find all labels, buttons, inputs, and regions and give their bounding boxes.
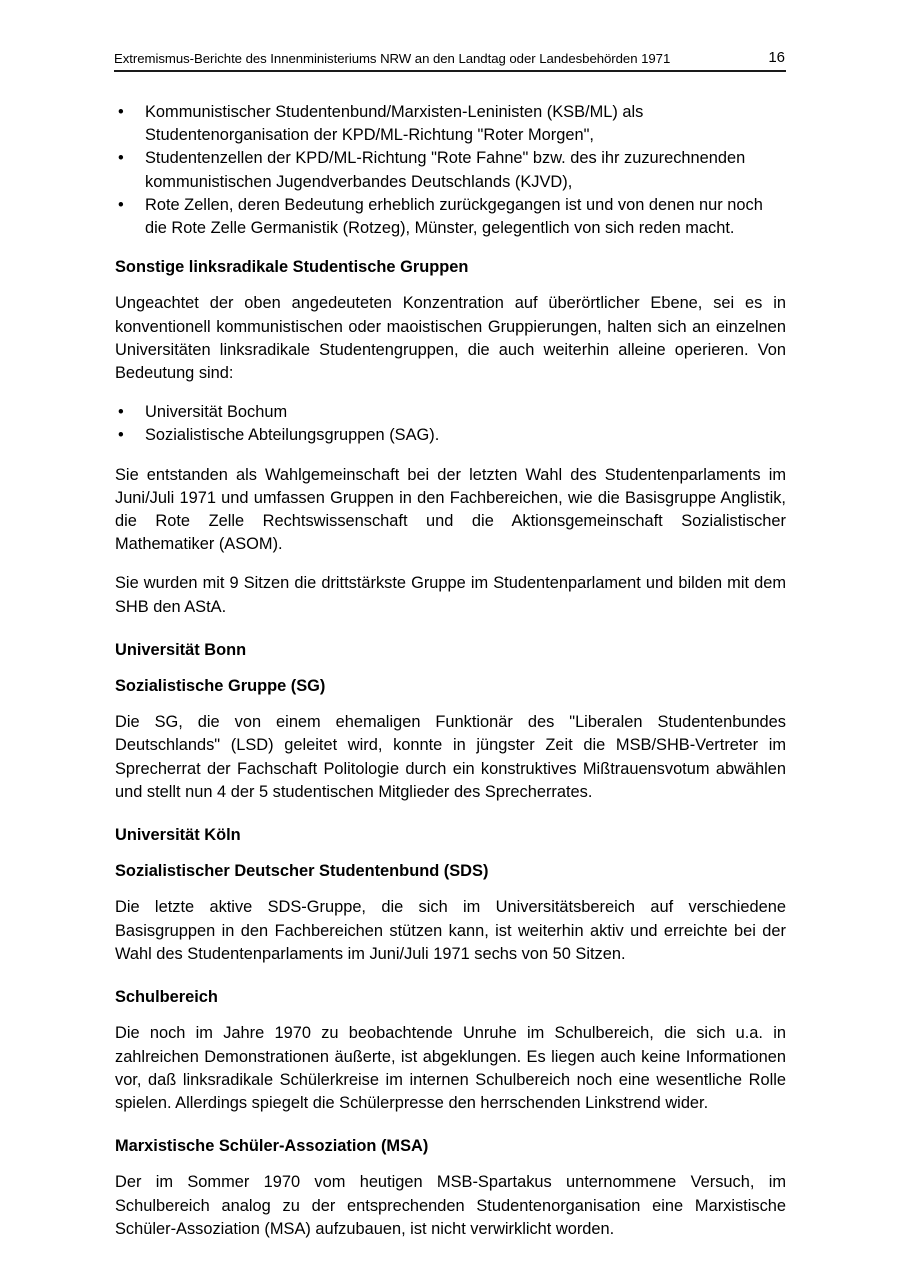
running-header [114,49,786,72]
list-item [118,401,786,424]
list-item [118,147,786,193]
paragraph-ungeachtet: Ungeachtet der oben angedeuteten Konzentration auf überörtlicher Ebene, sei es in konventionell kommunistischen oder maoistischen Gruppierungen, halten sich an einzelnen Universitäten linksradikale Studentengruppen, die auch weiterhin alleine operieren. Von Bedeutung sind: [115,294,786,383]
document-body [115,101,786,1257]
list-item-text: Kommunistischer Studentenbund/Marxisten-Leninisten (KSB/ML) als Studentenorganisation der KPD/ML-Richtung "Roter Morgen", [145,103,644,145]
bullet-icon: • [118,103,124,121]
bullet-list-universitaeten [115,401,786,447]
paragraph-sie-entstanden: Sie entstanden als Wahlgemeinschaft bei der letzten Wahl des Studentenparlaments im Juni/Juli 1971 und umfassen Gruppen in den Fachbereichen, wie die Basisgruppe Anglistik, die Rote Zelle Rechtswissenschaft und die Aktionsgemeinschaft Sozialistischer Mathematiker (ASOM). [115,465,786,554]
paragraph-schulbereich: Die noch im Jahre 1970 zu beobachtende Unruhe im Schulbereich, die sich u.a. in zahlreichen Demonstrationen äußerte, ist abgeklungen. Es liegen auch keine Informationen vor, daß linksradikale Schülerkreise im internen Schulbereich noch eine wesentliche Rolle spielen. Allerdings spiegelt die Schülerpresse den herrschenden Linkstrend wider. [115,1024,786,1112]
list-item-text: Rote Zellen, deren Bedeutung erheblich zurückgegangen ist und von denen nur noch die Rote Zelle Germanistik (Rotzeg), Münster, gelegentlich von sich reden macht. [145,195,763,238]
list-item-text: Studentenzellen der KPD/ML-Richtung "Rote Fahne" bzw. des ihr zuzurechnenden kommunistischen Jugendverbandes Deutschlands (KJVD), [145,149,746,191]
paragraph-msa: Der im Sommer 1970 vom heutigen MSB-Spartakus unternommene Versuch, im Schulbereich analog zu der entsprechenden Studentenorganisation eine Marxistische Schüler-Assoziation (MSA) aufzubauen, ist nicht verwirklicht worden. [115,1173,786,1238]
list-item [118,194,786,240]
page-number: 16 [768,49,785,66]
list-item [118,424,786,447]
paragraph-sie-wurden: Sie wurden mit 9 Sitzen die drittstärkste Gruppe im Studentenparlament und bilden mit dem SHB den AStA. [115,574,786,616]
section-heading-sds: Sozialistischer Deutscher Studentenbund (SDS) [115,862,489,881]
list-item-text: Sozialistische Abteilungsgruppen (SAG). [145,426,440,445]
list-item [118,101,786,147]
section-heading-sonstige-gruppen: Sonstige linksradikale Studentische Gruppen [115,258,469,277]
section-heading-sozialistische-gruppe: Sozialistische Gruppe (SG) [115,677,326,696]
section-heading-schulbereich: Schulbereich [115,988,218,1007]
paragraph-sozialistische-gruppe: Die SG, die von einem ehemaligen Funktionär des "Liberalen Studentenbundes Deutschlands" (LSD) geleitet wird, konnte in jüngster Zeit die MSB/SHB-Vertreter im Sprecherrat der Fachschaft Politologie durch ein konstruktives Mißtrauensvotum abwählen und stellt nun 4 der 5 studentischen Mitglieder des Sprecherrates. [115,713,786,801]
paragraph-sds: Die letzte aktive SDS-Gruppe, die sich im Universitätsbereich auf verschiedene Basisgruppen in den Fachbereichen stützen kann, ist weiterhin aktiv und erreichte bei der Wahl des Studentenparlaments im Juni/Juli 1971 sechs von 50 Sitzen. [115,898,786,963]
bullet-icon: • [118,426,124,445]
section-heading-universitaet-bonn: Universität Bonn [115,640,247,659]
bullet-icon: • [118,195,124,214]
list-item-text: Universität Bochum [145,403,288,422]
bullet-icon: • [118,149,124,168]
header-title: Extremismus-Berichte des Innenministeriums NRW an den Landtag oder Landesbehörden 1971 [114,50,671,66]
section-heading-universitaet-koeln: Universität Köln [115,826,241,845]
bullet-list-kommunistische-gruppen [115,101,786,240]
section-heading-msa: Marxistische Schüler-Assoziation (MSA) [115,1137,429,1156]
bullet-icon: • [118,403,124,422]
